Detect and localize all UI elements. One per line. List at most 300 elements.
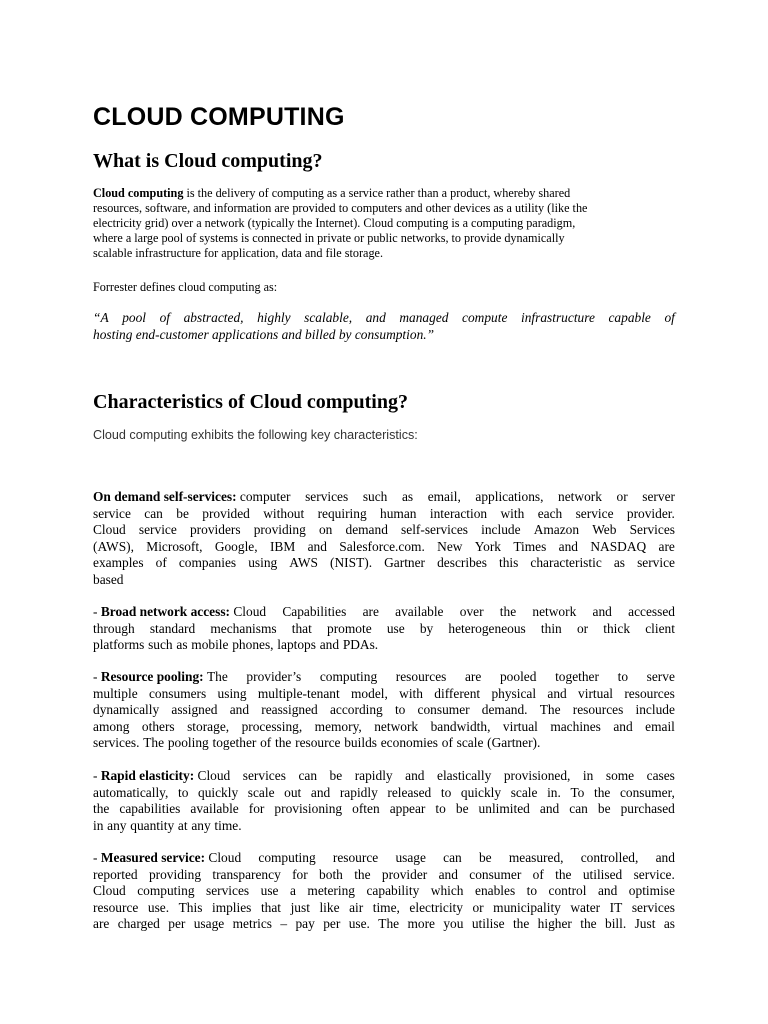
- word: demand: [345, 522, 388, 537]
- word: more: [407, 916, 435, 931]
- text-line: resources, software, and information are provided to computers and other devices as a utility (like the: [93, 201, 588, 215]
- word: server: [642, 489, 675, 504]
- word: Services: [629, 522, 675, 537]
- word: implies: [211, 899, 252, 915]
- word: water: [570, 899, 601, 915]
- word: client: [645, 620, 675, 636]
- quote-line: hosting end-customer applications and billed by consumption.”: [93, 327, 435, 342]
- text-line: [93, 818, 675, 835]
- word: purchased: [620, 801, 675, 816]
- word: demand.: [481, 702, 528, 717]
- word: pooled: [499, 669, 537, 684]
- word: “A: [93, 310, 109, 325]
- word: (NIST).: [330, 555, 373, 570]
- word: dynamically: [93, 702, 160, 717]
- word: consumers: [148, 685, 207, 701]
- word: providing: [148, 866, 202, 882]
- word: measured,: [508, 850, 564, 865]
- word: and: [592, 604, 612, 619]
- word: control: [548, 883, 587, 898]
- word: economies: [380, 735, 438, 750]
- word: for: [292, 866, 308, 882]
- characteristic-lead: On demand self-services:: [93, 489, 237, 504]
- word: services: [305, 489, 349, 504]
- word: quickly: [460, 784, 502, 800]
- characteristic-on-demand: [93, 489, 675, 588]
- word: released: [387, 784, 432, 800]
- word: multiple: [93, 685, 138, 701]
- text-line: [93, 506, 675, 523]
- word: reassigned: [261, 702, 318, 717]
- word: quickly: [198, 784, 239, 800]
- word: requiring: [317, 505, 367, 521]
- word: service: [637, 555, 675, 570]
- word: PDAs.: [342, 637, 379, 652]
- word: usage: [193, 916, 225, 931]
- word: resource: [332, 850, 379, 865]
- word: of: [532, 866, 544, 882]
- text-line: electricity grid) over a network (typically the Internet). Cloud computing is a computing paradigm,: [93, 216, 576, 230]
- word: based: [93, 571, 124, 587]
- word: be: [597, 801, 611, 816]
- text-line: [93, 867, 675, 884]
- word: Google,: [214, 538, 258, 554]
- text-line: - Broad network access: Cloud Capabilities are available over the network and accessed: [93, 604, 675, 619]
- word: services.: [93, 735, 140, 750]
- word: managed: [399, 310, 449, 325]
- word: in: [93, 817, 104, 833]
- word: of: [159, 310, 171, 325]
- text-line: [93, 686, 675, 703]
- word: provider: [381, 866, 428, 882]
- word: use.: [147, 899, 170, 915]
- word: together: [555, 669, 599, 684]
- word: Gartner: [384, 555, 426, 570]
- word: are: [362, 604, 379, 619]
- word: each: [537, 505, 563, 521]
- word: metrics: [232, 916, 273, 931]
- word: Times: [513, 538, 547, 554]
- word: email: [645, 718, 675, 734]
- word: over: [459, 604, 484, 619]
- word: accessed: [628, 604, 675, 619]
- word: characteristic: [530, 555, 602, 570]
- text-line: [93, 522, 675, 539]
- word: service.: [633, 866, 675, 882]
- word: AWS: [289, 555, 318, 570]
- word: consumer,: [619, 784, 675, 800]
- word: resources: [395, 669, 447, 684]
- word: and: [307, 538, 327, 554]
- word: or: [616, 489, 628, 504]
- word: resource: [93, 899, 139, 915]
- text-line: - Resource pooling: The provider’s computing resources are pooled together to serve: [93, 669, 675, 684]
- word: usage: [395, 850, 426, 865]
- characteristics-intro: Cloud computing exhibits the following key characteristics:: [93, 428, 418, 442]
- word: as: [176, 637, 188, 652]
- word: scale: [247, 784, 275, 800]
- text-line: [93, 555, 675, 572]
- word: service: [93, 505, 131, 521]
- word: pay: [295, 916, 315, 931]
- word: at: [177, 817, 188, 833]
- word: just: [290, 899, 310, 915]
- word: model,: [351, 685, 388, 701]
- word: email,: [427, 489, 461, 504]
- word: The: [378, 916, 400, 931]
- quote-line: [93, 309, 675, 326]
- word: among: [93, 718, 130, 734]
- word: of: [260, 735, 272, 750]
- word: bill.: [605, 916, 627, 931]
- word: the: [512, 916, 530, 931]
- word: of: [441, 735, 453, 750]
- word: for: [248, 801, 265, 816]
- word: as: [663, 916, 675, 931]
- section-heading-what-is-cloud: What is Cloud computing?: [93, 150, 323, 172]
- word: available: [190, 801, 239, 816]
- word: rapidly: [354, 768, 393, 783]
- word: of: [155, 555, 167, 570]
- word: to: [526, 883, 538, 898]
- word: memory,: [314, 718, 362, 734]
- word: the: [93, 801, 110, 816]
- word: pool: [122, 310, 147, 325]
- word: companies: [178, 555, 237, 570]
- word: Amazon: [533, 522, 580, 537]
- word: be: [329, 768, 343, 783]
- word: provisioned,: [503, 768, 571, 783]
- word: The: [143, 735, 165, 750]
- word: Web: [592, 522, 617, 537]
- word: (AWS),: [93, 538, 134, 554]
- text-line: Cloud computing is the delivery of computing as a service rather than a product, whereby shared: [93, 186, 571, 200]
- word: provisioning: [274, 801, 343, 816]
- word: pooling: [167, 735, 209, 750]
- word: laptops: [277, 637, 316, 652]
- word: human: [380, 505, 417, 521]
- word: can: [144, 505, 163, 521]
- word: This: [178, 899, 203, 915]
- word: network: [374, 718, 419, 734]
- word: to: [435, 801, 446, 816]
- word: that: [260, 899, 282, 915]
- word: different: [434, 685, 481, 701]
- word: without: [263, 505, 305, 521]
- word: computing: [319, 669, 378, 684]
- word: resources: [572, 702, 624, 717]
- word: Microsoft,: [146, 538, 203, 554]
- word: computing: [258, 850, 316, 865]
- word: to: [177, 784, 189, 800]
- definition-paragraph: [93, 186, 675, 261]
- word: in.: [547, 784, 561, 800]
- word: such: [362, 489, 388, 504]
- word: like: [319, 899, 340, 915]
- word: and: [319, 637, 340, 652]
- characteristic-rapid-elasticity: [93, 768, 675, 834]
- word: quantity: [130, 817, 175, 833]
- word: unlimited: [478, 801, 530, 816]
- word: controlled,: [580, 850, 639, 865]
- word: municipality: [493, 899, 561, 915]
- word: capabilities: [119, 801, 181, 816]
- document-title: CLOUD COMPUTING: [93, 103, 345, 131]
- forrester-quote: [93, 309, 675, 343]
- word: are: [658, 538, 675, 554]
- text-line: [93, 637, 675, 654]
- characteristic-lead: Rapid elasticity:: [100, 768, 195, 783]
- word: be: [478, 850, 492, 865]
- word: describes: [437, 555, 487, 570]
- word: builds: [344, 735, 377, 750]
- word: to: [617, 669, 629, 684]
- text-line: [93, 883, 675, 900]
- text-line: scalable infrastructure for application, data and file storage.: [93, 246, 384, 260]
- word: per: [323, 916, 341, 931]
- text-line: - Measured service: Cloud computing resource usage can be measured, controlled, and: [93, 850, 675, 865]
- word: IBM: [269, 538, 296, 554]
- word: per: [168, 916, 186, 931]
- word: computing: [137, 883, 195, 898]
- word: network: [532, 604, 577, 619]
- word: according: [329, 702, 383, 717]
- word: and: [438, 866, 458, 882]
- word: Cloud: [93, 883, 126, 898]
- word: standard: [149, 620, 196, 636]
- word: air: [349, 899, 364, 915]
- word: serve: [646, 669, 675, 684]
- word: service: [575, 505, 614, 521]
- word: or: [576, 620, 589, 636]
- word: provider’s: [246, 669, 302, 684]
- word: cases: [646, 768, 675, 783]
- word: providing: [253, 522, 306, 537]
- word: time.: [214, 817, 242, 833]
- word: virtual: [578, 685, 614, 701]
- word: and: [655, 850, 675, 865]
- word: providers: [189, 522, 241, 537]
- characteristic-lead: Measured service:: [100, 850, 206, 865]
- word: on: [318, 522, 333, 537]
- word: storage,: [187, 718, 230, 734]
- text-line: [93, 539, 675, 556]
- word: using: [248, 555, 278, 570]
- characteristic-resource-pooling: [93, 669, 675, 752]
- word: highly: [257, 310, 291, 325]
- word: the: [580, 916, 597, 931]
- word: physical: [491, 685, 537, 701]
- word: the: [275, 735, 292, 750]
- word: machines: [550, 718, 601, 734]
- word: electricity: [409, 899, 463, 915]
- word: often: [352, 801, 380, 816]
- word: to: [394, 702, 406, 717]
- word: you: [443, 916, 464, 931]
- word: Salesforce.com.: [339, 538, 425, 554]
- word: services: [242, 768, 286, 783]
- word: compute: [462, 310, 508, 325]
- word: that: [291, 620, 312, 636]
- word: Just: [634, 916, 656, 931]
- word: scale: [456, 735, 484, 750]
- word: mechanisms: [210, 620, 277, 636]
- word: can: [298, 768, 318, 783]
- word: of: [664, 310, 675, 325]
- text-line: [93, 900, 675, 917]
- word: which: [430, 883, 464, 898]
- word: Cloud: [93, 522, 126, 537]
- word: promote: [327, 620, 372, 636]
- word: the: [354, 866, 371, 882]
- word: heterogeneous: [448, 620, 526, 636]
- word: the: [499, 604, 517, 619]
- text-line: On demand self-services: computer services such as email, applications, network or server: [93, 489, 675, 504]
- word: and: [597, 883, 618, 898]
- word: can: [443, 850, 462, 865]
- word: higher: [537, 916, 572, 931]
- word: multiple-tenant: [257, 685, 340, 701]
- word: capable: [608, 310, 651, 325]
- word: NASDAQ: [590, 538, 647, 554]
- word: the: [555, 866, 572, 882]
- word: and: [365, 310, 386, 325]
- word: with: [500, 505, 525, 521]
- characteristic-broad-network: [93, 604, 675, 654]
- word: as: [613, 555, 625, 570]
- word: utilised: [582, 866, 623, 882]
- word: provided: [202, 505, 250, 521]
- word: be: [176, 505, 189, 521]
- word: York: [474, 538, 501, 554]
- text-line: [93, 735, 675, 752]
- word: and: [229, 702, 250, 717]
- word: Capabilities: [282, 604, 347, 619]
- word: network: [558, 489, 602, 504]
- word: include: [635, 702, 675, 717]
- word: consumer: [469, 866, 522, 882]
- text-line: - Rapid elasticity: Cloud services can be rapidly and elastically provisioned, in some cases: [93, 768, 675, 783]
- word: charged: [117, 916, 160, 931]
- word: together: [212, 735, 257, 750]
- word: such: [148, 637, 173, 652]
- word: use: [386, 620, 405, 636]
- word: use.: [348, 916, 370, 931]
- text-line: [93, 801, 675, 818]
- word: services: [631, 899, 675, 915]
- text-line: [93, 621, 675, 638]
- word: with: [399, 685, 423, 701]
- word: New: [437, 538, 463, 554]
- word: appear: [389, 801, 426, 816]
- word: bandwidth,: [430, 718, 491, 734]
- word: interaction: [429, 505, 488, 521]
- word: scale: [510, 784, 538, 800]
- word: enables: [475, 883, 516, 898]
- word: rapidly: [339, 784, 378, 800]
- word: the: [594, 784, 611, 800]
- text-line: [93, 702, 675, 719]
- word: and: [310, 784, 331, 800]
- word: examples: [93, 555, 144, 570]
- word: this: [498, 555, 519, 570]
- word: transparency: [212, 866, 281, 882]
- characteristic-measured-service: [93, 850, 675, 933]
- word: elastically: [437, 768, 492, 783]
- word: and: [558, 538, 579, 554]
- text-line: [93, 719, 675, 736]
- word: virtual: [502, 718, 538, 734]
- definition-lead: Cloud computing: [93, 186, 184, 200]
- word: scalable,: [304, 310, 353, 325]
- forrester-intro: Forrester defines cloud computing as:: [93, 280, 278, 294]
- word: through: [93, 620, 135, 636]
- word: consumer: [417, 702, 470, 717]
- characteristic-lead: Resource pooling:: [100, 669, 204, 684]
- word: some: [605, 768, 635, 783]
- word: infrastructure: [521, 310, 595, 325]
- word: processing,: [241, 718, 303, 734]
- word: utilise: [471, 916, 505, 931]
- word: to: [440, 784, 452, 800]
- word: and: [547, 685, 567, 701]
- word: are: [93, 916, 110, 931]
- word: The: [539, 702, 561, 717]
- word: as: [401, 489, 414, 504]
- word: –: [280, 916, 288, 931]
- word: or: [472, 899, 484, 915]
- word: services: [206, 883, 250, 898]
- word: and: [539, 801, 560, 816]
- word: mobile: [191, 637, 229, 652]
- word: assigned: [171, 702, 218, 717]
- word: and: [405, 768, 425, 783]
- word: provider.: [626, 505, 675, 521]
- word: phones,: [232, 637, 274, 652]
- word: can: [569, 801, 588, 816]
- word: available: [395, 604, 444, 619]
- word: service: [138, 522, 177, 537]
- word: and: [613, 718, 633, 734]
- word: out: [284, 784, 302, 800]
- word: (Gartner).: [487, 735, 541, 750]
- word: reported: [93, 866, 138, 882]
- word: optimise: [628, 883, 675, 898]
- word: self-services: [401, 522, 468, 537]
- word: resources: [624, 685, 675, 701]
- word: thin: [540, 620, 562, 636]
- word: abstracted,: [183, 310, 244, 325]
- text-line: where a large pool of systems is connected in private or public networks, to provide dynamically: [93, 231, 565, 245]
- word: others: [141, 718, 175, 734]
- word: both: [319, 866, 343, 882]
- text-line: [93, 785, 675, 802]
- text-line: [93, 572, 675, 589]
- word: are: [464, 669, 482, 684]
- section-heading-characteristics: Characteristics of Cloud computing?: [93, 391, 408, 413]
- word: any: [107, 817, 127, 833]
- word: be: [455, 801, 469, 816]
- word: capability: [366, 883, 420, 898]
- word: thick: [603, 620, 631, 636]
- word: resource: [295, 735, 341, 750]
- text-line: [93, 916, 675, 933]
- word: any: [191, 817, 211, 833]
- word: by: [419, 620, 434, 636]
- characteristic-lead: Broad network access:: [100, 604, 230, 619]
- word: automatically,: [93, 784, 169, 800]
- word: time,: [372, 899, 400, 915]
